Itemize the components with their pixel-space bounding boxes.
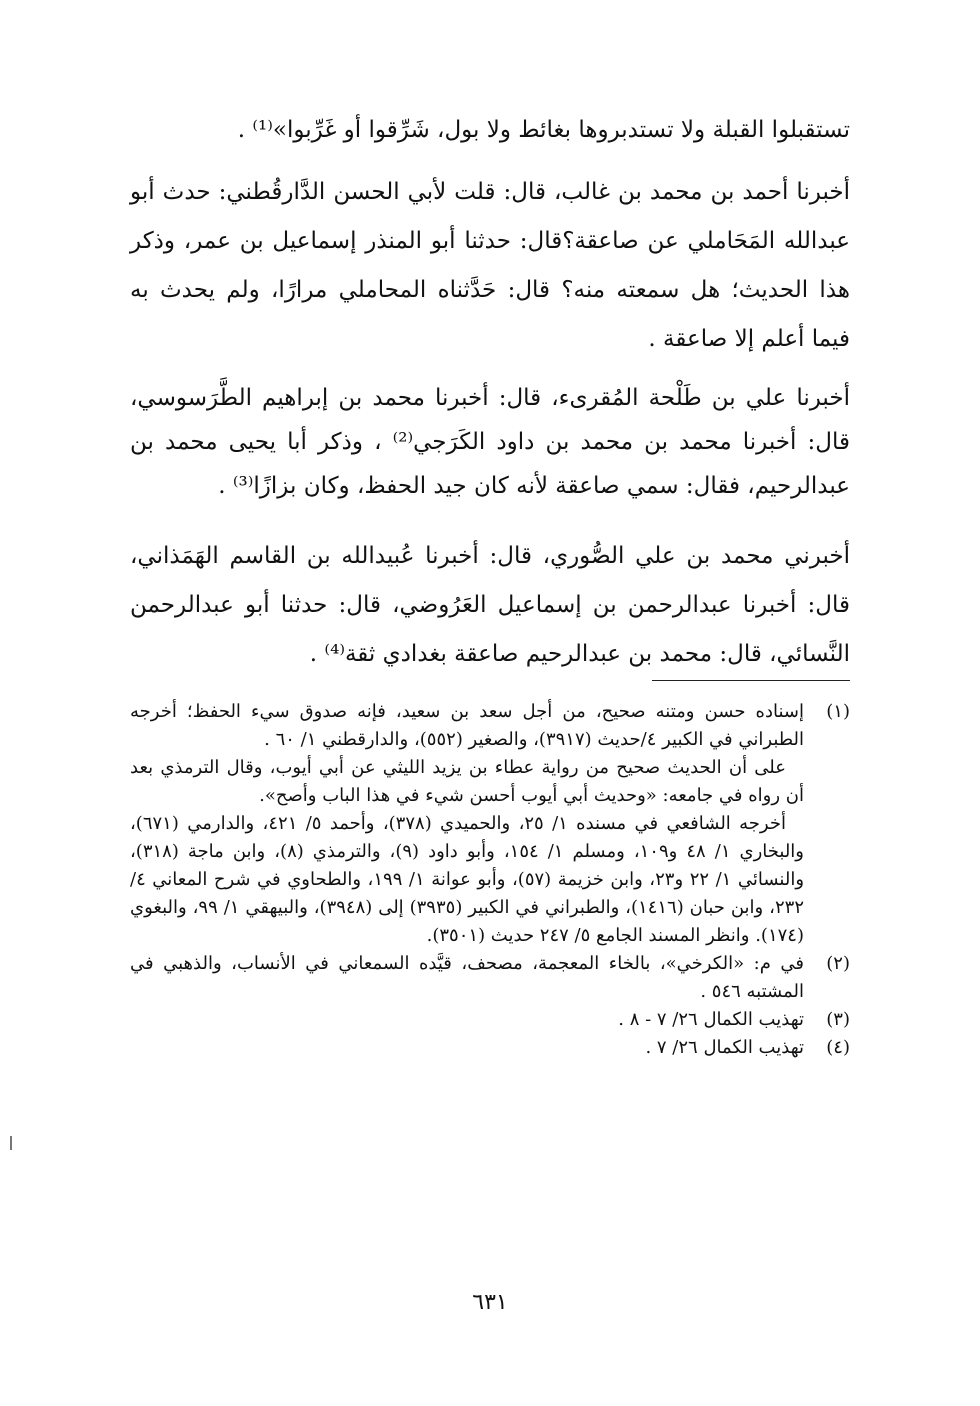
footnote-number: (١) [826, 701, 850, 722]
body-paragraph-2: أخبرنا أحمد بن محمد بن غالب، قال: قلت لأبي الحسن الدَّارقُطني: حدث أبو عبدالله المَحَاملي عن صاعقة؟قال: حدثنا أبو المنذر إسماعيل بن عمر، وذكر هذا الحديث؛ هل سمعته منه؟ قال: حَدَّثناه المحاملي مرارًا، ولم يحدث به فيما أعلم إلا صاعقة . [130, 179, 850, 352]
footnote-text: إسناده حسن ومتنه صحيح، من أجل سعد بن سعيد، فإنه صدوق سيء الحفظ؛ أخرجه الطبراني في الكبير ٤/حديث (٣٩١٧)، والصغير (٥٥٢)، والدارقطني ١/ ٦٠ . [130, 701, 804, 750]
footnote-number: (٤) [826, 1037, 850, 1058]
page-number: ٦٣١ [472, 1290, 508, 1315]
footnote-text: تهذيب الكمال ٢٦/ ٧ . [645, 1037, 804, 1058]
footnote-number: (٢) [826, 953, 850, 974]
footnote-text: أخرجه الشافعي في مسنده ١/ ٢٥، والحميدي (٣٧٨)، وأحمد ٥/ ٤٢١، والدارمي (٦٧١)، والبخاري ١/ ٤٨ و١٠٩، ومسلم ١/ ١٥٤، وأبو داود (٩)، والترمذي (٨)، وابن ماجة (٣١٨)، والنسائي ١/ ٢٢ و٢٣، وابن خزيمة (٥٧)، وأبو عوانة ١/ ١٩٩، والطحاوي في شرح المعاني ٤/ ٢٣٢، وابن حبان (١٤١٦)، والطبراني في الكبير (٣٩٣٥) إلى (٣٩٤٨)، والبيهقي ١/ ٩٩، والبغوي (١٧٤). وانظر المسند الجامع ٥/ ٢٤٧ حديث (٣٥٠١). [130, 813, 805, 946]
footnote-body [130, 950, 804, 1006]
footnote-text: تهذيب الكمال ٢٦/ ٧ - ٨ . [618, 1009, 804, 1030]
body-paragraph-4: أخبرني محمد بن علي الصُّوري، قال: أخبرنا عُبيدالله بن القاسم الهَمَذاني، قال: أخبرنا عبدالرحمن بن إسماعيل العَرُوضي، قال: حدثنا أبو عبدالرحمن النَّسائي، قال: محمد بن عبدالرحيم صاعقة بغدادي ثقة⁽⁴⁾ . [130, 543, 851, 667]
footnote-body [130, 1006, 804, 1034]
body-paragraph-3: أخبرنا علي بن طَلْحة المُقرىء، قال: أخبرنا محمد بن إبراهيم الطَّرَسوسي، قال: أخبرنا محمد بن محمد بن داود الكَرَجي⁽²⁾ ، وذكر أبا يحيى محمد بن عبدالرحيم، فقال: سمي صاعقة لأنه كان جيد الحفظ، وكان بزازًا⁽³⁾ . [130, 385, 850, 499]
footnote-separator [652, 680, 850, 681]
footnote-number: (٣) [826, 1009, 850, 1030]
footnote-1 [130, 698, 850, 950]
footnote-text: في م: «الكرخي»، بالخاء المعجمة، مصحف، قيَّده السمعاني في الأنساب، والذهبي في المشتبه ٥٤٦ . [130, 953, 804, 1002]
footnote-text: على أن الحديث صحيح من رواية عطاء بن يزيد الليثي عن أبي أيوب، وقال الترمذي بعد أن رواه في جامعه: «وحديث أبي أيوب أحسن شيء في هذا الباب وأصح». [130, 757, 804, 806]
footnote-3 [130, 1006, 850, 1034]
footnote-2 [130, 950, 850, 1006]
body-paragraph-1: تستقبلوا القبلة ولا تستدبروها بغائط ولا بول، شَرِّقوا أو غَرِّبوا»⁽¹⁾ . [237, 117, 850, 143]
footnote-body [130, 1034, 804, 1062]
footnotes-section [130, 698, 850, 1062]
scan-margin-mark [10, 1136, 12, 1150]
footnote-4 [130, 1034, 850, 1062]
footnote-body [130, 698, 804, 950]
